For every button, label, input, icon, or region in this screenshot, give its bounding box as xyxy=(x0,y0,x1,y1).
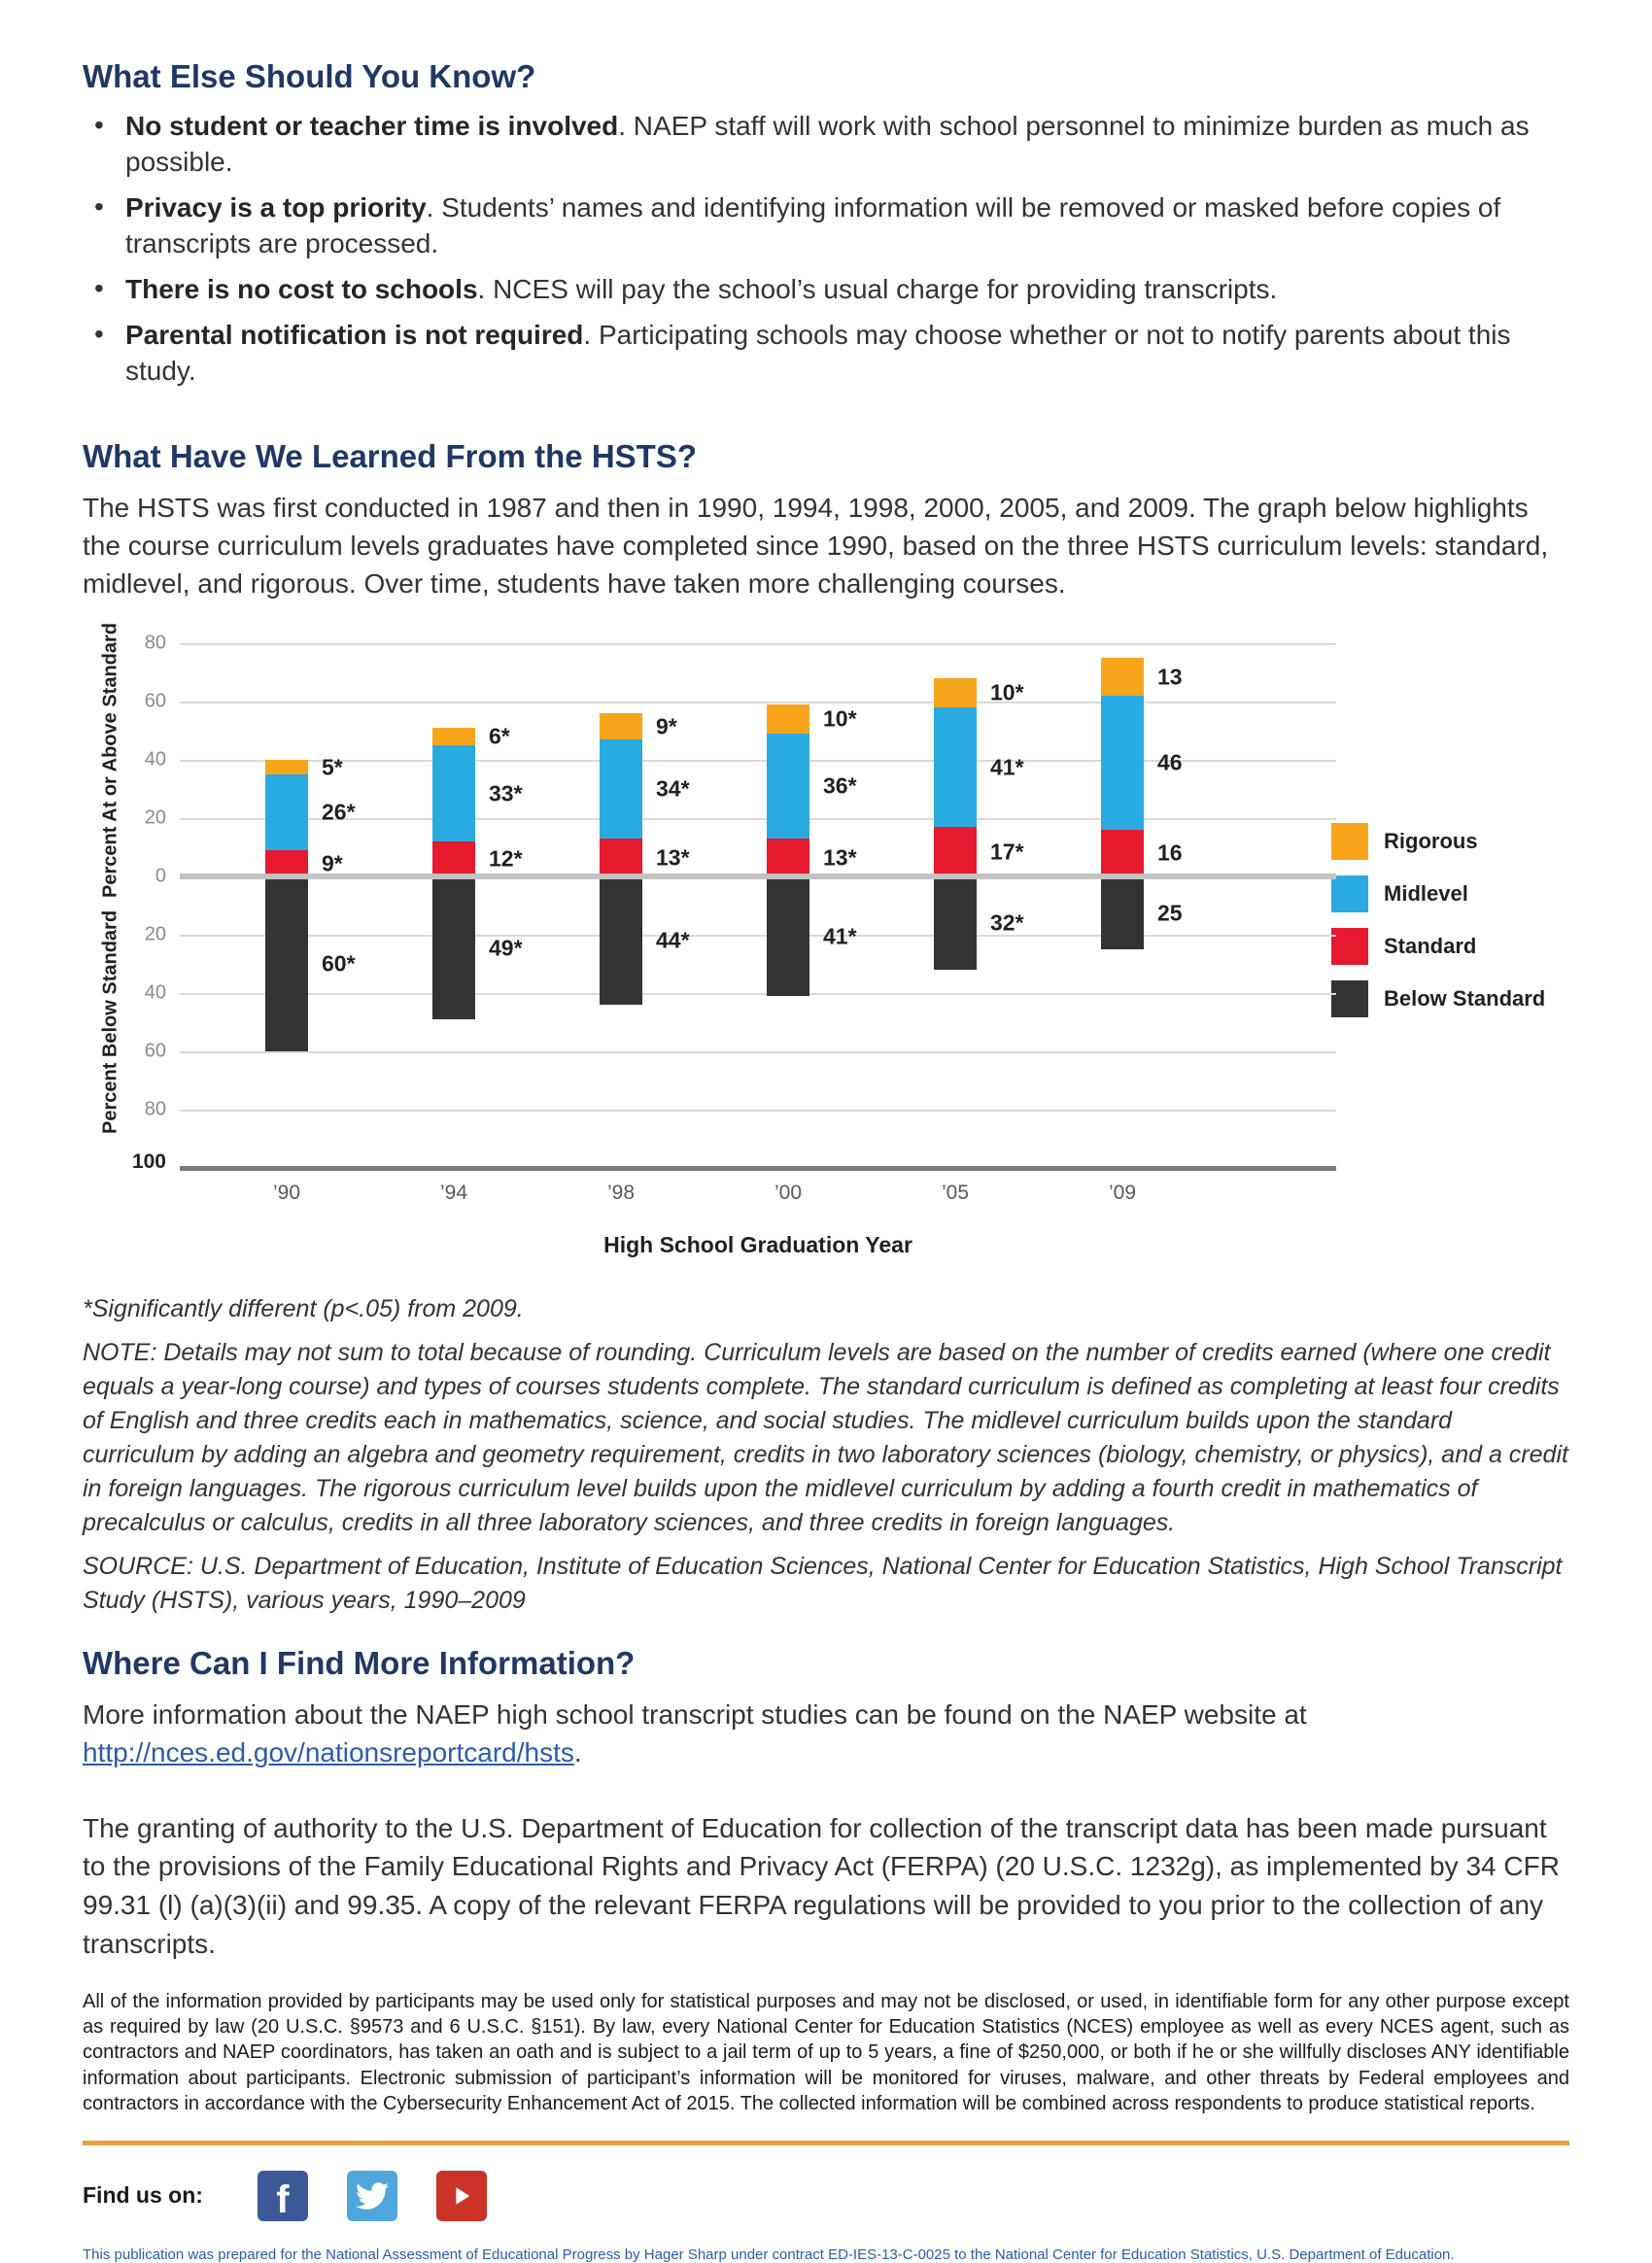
bar-value-label: 60* xyxy=(322,950,356,977)
legend-swatch xyxy=(1331,980,1368,1017)
legend-label: Midlevel xyxy=(1384,881,1468,907)
bar-value-label: 13* xyxy=(823,844,857,871)
legend-swatch xyxy=(1331,875,1368,912)
rigorous-bar-segment xyxy=(1101,658,1144,696)
rigorous-bar-segment xyxy=(934,678,977,707)
legend-label: Rigorous xyxy=(1384,829,1478,854)
bullet-item xyxy=(83,272,1569,308)
more-info-text: More information about the NAEP high school transcript studies can be found on the NAEP website at xyxy=(83,1699,1307,1731)
bar-value-label: 10* xyxy=(990,679,1024,705)
y-tick-label: 20 xyxy=(144,806,166,829)
bar-value-label: 36* xyxy=(823,772,857,799)
bar-value-label: 46 xyxy=(1157,749,1183,775)
legend-item xyxy=(1331,980,1545,1017)
gold-divider xyxy=(83,2141,1569,2145)
legend-label: Standard xyxy=(1384,934,1477,959)
gridline xyxy=(180,1051,1336,1053)
y-tick-label: 60 xyxy=(144,690,166,712)
legal-fine-print: All of the information provided by participants may be used only for statistical purposes and may not be disclosed, or used, in identifiable form for any other purpose except as required by law (20 U.S.C. §9573 and 6 U.S.C. §151). By law, every National Center for Education Statistics (NCES) employee as well as every NCES agent, such as contractors and NAEP coordinators, has taken an oath and is subject to a jail term of up to 5 years, a fine of $250,000, or both if he or she willfully discloses ANY identifiable information about participants. Electronic submission of participant’s information will be monitored for viruses, malware, and other threats by Federal employees and contractors in accordance with the Cybersecurity Enhancement Act of 2015. The collected information will be combined across respondents to produce statistical reports. xyxy=(83,1990,1569,2115)
midlevel-bar-segment xyxy=(265,774,308,850)
bar-value-label: 25 xyxy=(1157,900,1183,926)
more-info-paragraph xyxy=(83,1696,1569,1771)
bar-value-label: 13 xyxy=(1157,664,1183,690)
section-more-info-heading: Where Can I Find More Information? xyxy=(83,1645,636,1682)
y-tick-label: 80 xyxy=(144,1098,166,1120)
below-standard-bar-segment xyxy=(432,876,475,1019)
gridline xyxy=(180,993,1336,995)
legend-swatch xyxy=(1331,823,1368,860)
chart-plot-area xyxy=(99,622,1336,1205)
bar-value-label: 49* xyxy=(489,935,523,961)
bullet-lead: No student or teacher time is involved xyxy=(125,111,619,141)
bar-value-label: 17* xyxy=(990,839,1024,865)
youtube-icon[interactable] xyxy=(436,2171,487,2221)
x-tick-label: ’98 xyxy=(606,1182,636,1205)
section-what-learned xyxy=(83,438,1569,603)
rigorous-bar-segment xyxy=(265,760,308,774)
social-row xyxy=(83,2171,1569,2221)
midlevel-bar-segment xyxy=(432,745,475,841)
chart-legend xyxy=(1331,823,1545,1033)
bullet-text: . NCES will pay the school’s usual charge for providing transcripts. xyxy=(477,273,1278,304)
y-tick-label: 40 xyxy=(144,981,166,1004)
twitter-icon[interactable] xyxy=(347,2171,397,2221)
y-tick-label: 80 xyxy=(144,632,166,654)
below-standard-bar-segment xyxy=(265,876,308,1051)
section-what-else-heading: What Else Should You Know? xyxy=(83,58,536,94)
midlevel-bar-segment xyxy=(934,707,977,827)
ferpa-paragraph: The granting of authority to the U.S. Department of Education for collection of the transcript data has been made pursuant to the provisions of the Family Educational Rights and Privacy Act (FERPA) (20 U.S.C. 1232g), as implemented by 34 CFR 99.31 (l) (a)(3)(ii) and 99.35. A copy of the relevant FERPA regulations will be provided to you prior to the collection of any transcripts. xyxy=(83,1812,1560,1959)
midlevel-bar-segment xyxy=(1101,696,1144,830)
bullet-text: . NAEP staff will work with school personnel to minimize burden as much as possible. xyxy=(125,111,1530,177)
section-what-learned-heading: What Have We Learned From the HSTS? xyxy=(83,437,697,474)
y-tick-label: 20 xyxy=(144,923,166,945)
section-more-info xyxy=(83,1645,1569,1771)
bullet-item xyxy=(83,109,1569,181)
rigorous-bar-segment xyxy=(767,704,809,734)
midlevel-bar-segment xyxy=(600,739,642,839)
gridline xyxy=(180,1110,1336,1112)
rigorous-bar-segment xyxy=(432,728,475,745)
x-tick-label: ’90 xyxy=(272,1182,301,1205)
bullet-item xyxy=(83,190,1569,262)
bar-value-label: 16 xyxy=(1157,840,1183,866)
bar-value-label: 5* xyxy=(322,754,343,780)
below-standard-bar-segment xyxy=(1101,876,1144,949)
significance-note: *Significantly different (p<.05) from 2009. xyxy=(83,1295,524,1323)
facebook-icon[interactable] xyxy=(258,2171,308,2221)
legend-item xyxy=(1331,928,1545,965)
below-standard-bar-segment xyxy=(934,876,977,970)
y-tick-label: 0 xyxy=(155,865,166,887)
bar-value-label: 41* xyxy=(823,923,857,949)
bar-value-label: 12* xyxy=(489,845,523,872)
find-us-label: Find us on: xyxy=(83,2182,203,2209)
chart-notes xyxy=(83,1292,1569,1618)
bottom-axis-line xyxy=(180,1166,1336,1171)
bar-value-label: 32* xyxy=(990,909,1024,936)
bullet-lead: There is no cost to schools xyxy=(125,273,478,304)
bar-value-label: 34* xyxy=(656,775,690,802)
legend-item xyxy=(1331,823,1545,860)
bar-value-label: 41* xyxy=(990,754,1024,780)
bullet-lead: Parental notification is not required xyxy=(125,319,584,350)
y-axis-title-top: Percent At or Above Standard xyxy=(99,622,121,898)
standard-bar-segment xyxy=(934,827,977,876)
rigorous-bar-segment xyxy=(600,713,642,739)
standard-bar-segment xyxy=(767,839,809,876)
bar-value-label: 44* xyxy=(656,927,690,953)
bullet-list xyxy=(83,109,1569,390)
standard-bar-segment xyxy=(1101,830,1144,876)
midlevel-bar-segment xyxy=(767,734,809,839)
x-tick-label: ’00 xyxy=(774,1182,803,1205)
chart-source: SOURCE: U.S. Department of Education, Institute of Education Sciences, National Center for Education Statistics, High School Transcript Study (HSTS), various years, 1990–2009 xyxy=(83,1553,1563,1615)
bar-value-label: 9* xyxy=(322,850,343,876)
chart-note: NOTE: Details may not sum to total because of rounding. Curriculum levels are based on the number of credits earned (where one credit equals a year-long course) and types of courses students complete. The standard curriculum is defined as completing at least four credits of English and three credits each in mathematics, science, and social studies. The midlevel curriculum builds upon the standard curriculum by adding an algebra and geometry requirement, credits in two laboratory sciences (biology, chemistry, or physics), and a credit in foreign languages. The rigorous curriculum level builds upon the midlevel curriculum by adding a fourth credit in mathematics of precalculus or calculus, credits in all three laboratory sciences, and three credits in foreign languages. xyxy=(83,1339,1568,1537)
bullet-text: . Participating schools may choose whether or not to notify parents about this study. xyxy=(125,319,1511,386)
hsts-intro-paragraph: The HSTS was first conducted in 1987 and then in 1990, 1994, 1998, 2000, 2005, and 2009. The graph below highlights the course curriculum levels graduates have completed since 1990, based on the three HSTS curriculum levels: standard, midlevel, and rigorous. Over time, students have taken more challenging courses. xyxy=(83,492,1549,600)
bullet-lead: Privacy is a top priority xyxy=(125,191,427,223)
x-tick-label: ’94 xyxy=(439,1182,468,1205)
gridline xyxy=(180,643,1336,645)
facebook-f-glyph: f xyxy=(276,2177,290,2221)
x-tick-label: ’05 xyxy=(941,1182,970,1205)
legend-label: Below Standard xyxy=(1384,986,1546,1011)
below-standard-bar-segment xyxy=(600,876,642,1005)
hsts-curriculum-chart xyxy=(83,622,1569,1285)
hsts-website-link[interactable]: http://nces.ed.gov/nationsreportcard/hsts xyxy=(83,1737,574,1768)
bullet-item xyxy=(83,318,1569,390)
bar-value-label: 9* xyxy=(656,713,677,739)
gridline xyxy=(180,935,1336,937)
more-info-period: . xyxy=(573,1737,582,1768)
bar-value-label: 26* xyxy=(322,799,356,825)
zero-axis-line xyxy=(180,874,1336,879)
x-tick-label: ’09 xyxy=(1108,1182,1137,1205)
youtube-play-glyph xyxy=(447,2181,476,2211)
standard-bar-segment xyxy=(600,839,642,876)
legend-swatch xyxy=(1331,928,1368,965)
bar-value-label: 13* xyxy=(656,844,690,871)
below-standard-bar-segment xyxy=(767,876,809,996)
section-what-else xyxy=(83,58,1569,390)
x-axis-title: High School Graduation Year xyxy=(603,1232,912,1258)
y-tick-label: 60 xyxy=(144,1040,166,1062)
standard-bar-segment xyxy=(432,841,475,876)
y-tick-label: 100 xyxy=(131,1150,166,1174)
bar-value-label: 33* xyxy=(489,780,523,806)
bar-value-label: 10* xyxy=(823,705,857,732)
bar-value-label: 6* xyxy=(489,723,510,749)
twitter-bird-glyph xyxy=(356,2179,389,2212)
gridline xyxy=(180,702,1336,703)
y-tick-label: 40 xyxy=(144,748,166,771)
publication-footer: This publication was prepared for the National Assessment of Educational Progress by Hager Sharp under contract ED-IES-13-C-0025 to the National Center for Education Statistics, U.S. Department of Education. xyxy=(83,2246,1455,2263)
y-axis-title-bottom: Percent Below Standard xyxy=(99,910,121,1135)
standard-bar-segment xyxy=(265,850,308,876)
bullet-text: . Students’ names and identifying information will be removed or masked before copies of transcripts are processed. xyxy=(125,191,1501,258)
legend-item xyxy=(1331,875,1545,912)
